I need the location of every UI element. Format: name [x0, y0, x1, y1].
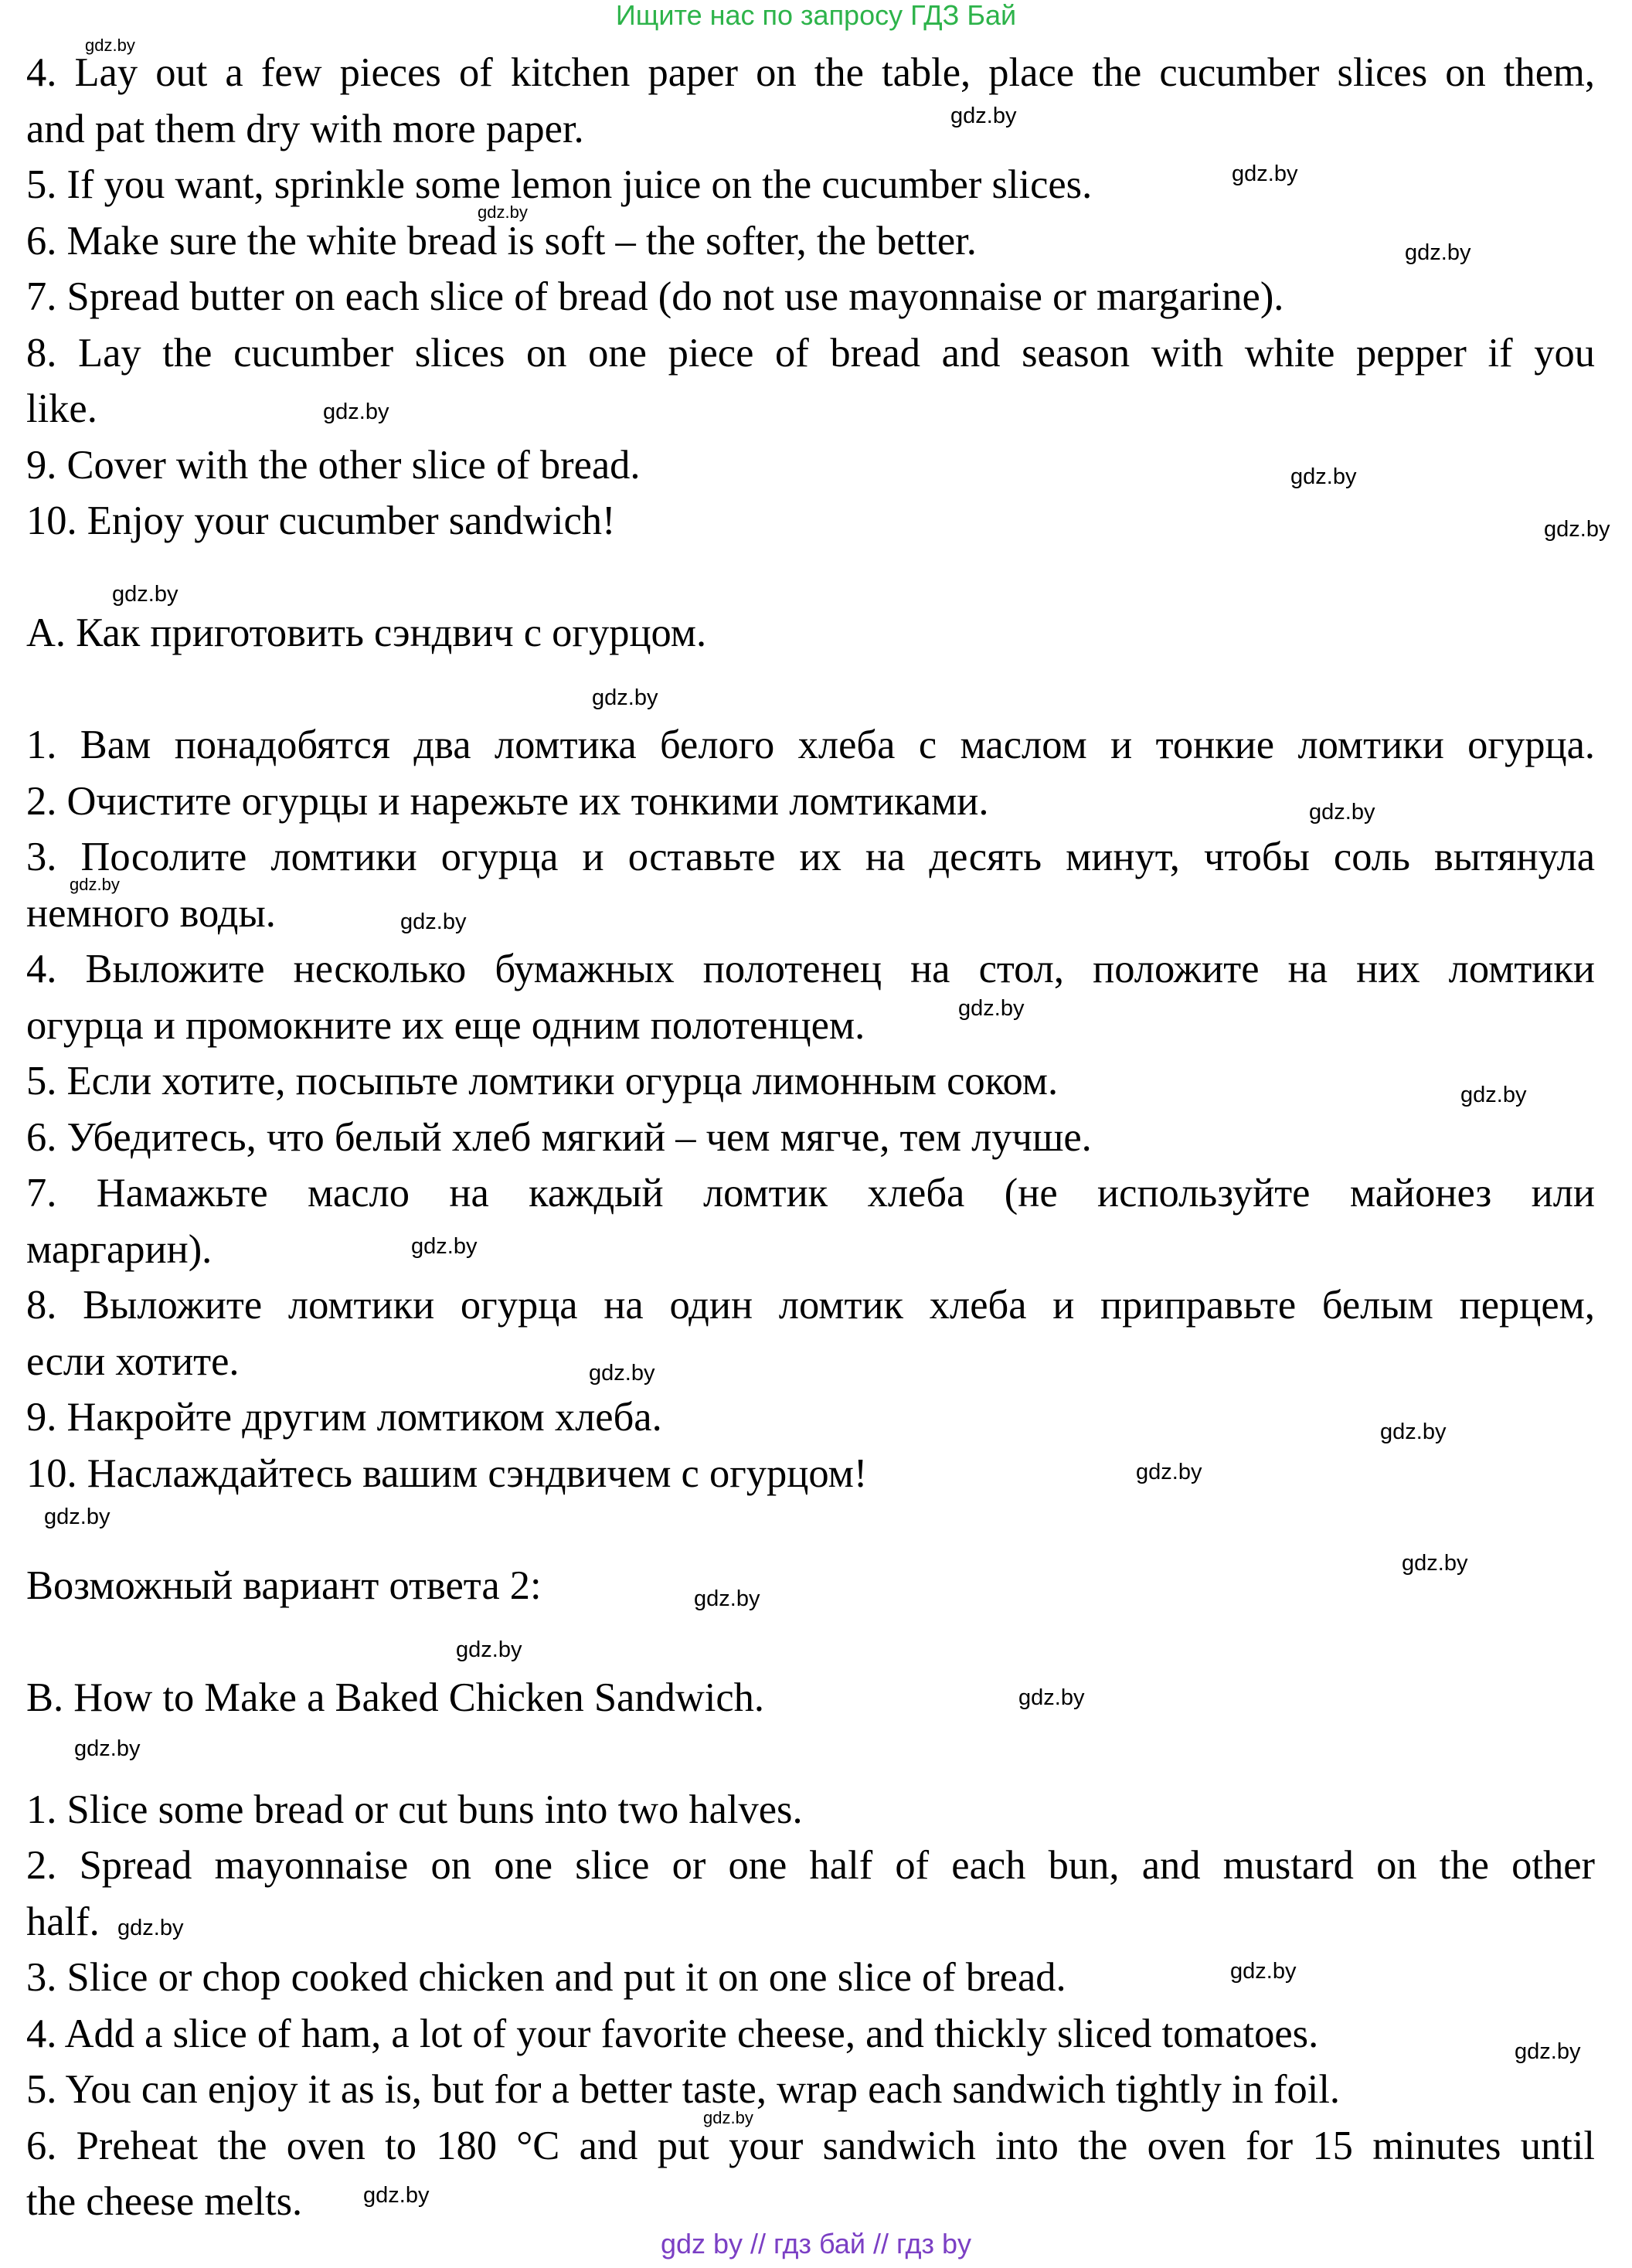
watermark-label: gdz.by [363, 2183, 430, 2208]
watermark-label: gdz.by [1136, 1460, 1202, 1484]
section-title-b: B. How to Make a Baked Chicken Sandwich. [26, 1675, 765, 1720]
text-line: огурца и промокните их еще одним полотенцем. [26, 1002, 865, 1048]
answer-variant-heading: Возможный вариант ответа 2: [26, 1562, 542, 1608]
watermark-label: gdz.by [70, 875, 120, 894]
text-line: немного воды. [26, 890, 276, 936]
text-line: 3. Посолите ломтики огурца и оставьте их на десять минут, чтобы соль вытянула [26, 835, 1595, 879]
watermark-label: gdz.by [1515, 2039, 1581, 2064]
watermark-label: gdz.by [1380, 1420, 1447, 1444]
watermark-label: gdz.by [589, 1361, 655, 1386]
text-line: 10. Наслаждайтесь вашим сэндвичем с огурцом! [26, 1450, 868, 1496]
text-line: like. [26, 386, 97, 431]
watermark-label: gdz.by [85, 36, 135, 55]
text-line: 4. Выложите несколько бумажных полотенец на стол, положите на них ломтики [26, 947, 1595, 991]
footer-banner: gdz by // гдз бай // гдз by [660, 2228, 972, 2259]
search-banner: Ищите нас по запросу ГДЗ Бай [615, 0, 1017, 31]
text-line: 1. Slice some bread or cut buns into two halves. [26, 1787, 803, 1832]
watermark-label: gdz.by [1544, 517, 1610, 542]
watermark-label: gdz.by [117, 1916, 184, 1940]
watermark-label: gdz.by [1232, 162, 1298, 186]
text-line: 7. Spread butter on each slice of bread (do not use mayonnaise or margarine). [26, 274, 1284, 319]
watermark-label: gdz.by [1405, 240, 1471, 265]
text-line: 3. Slice or chop cooked chicken and put it on one slice of bread. [26, 1955, 1066, 2000]
watermark-label: gdz.by [323, 400, 389, 424]
watermark-label: gdz.by [456, 1637, 522, 1662]
text-line: если хотите. [26, 1338, 240, 1384]
watermark-label: gdz.by [400, 910, 467, 934]
watermark-label: gdz.by [958, 996, 1025, 1021]
text-line: 6. Убедитесь, что белый хлеб мягкий – чем мягче, тем лучше. [26, 1114, 1092, 1160]
watermark-label: gdz.by [1230, 1959, 1297, 1984]
watermark-label: gdz.by [411, 1234, 478, 1259]
text-line: 6. Make sure the white bread is soft – the softer, the better. [26, 218, 977, 264]
text-line: 10. Enjoy your cucumber sandwich! [26, 498, 616, 543]
text-line: 9. Cover with the other slice of bread. [26, 442, 641, 488]
watermark-label: gdz.by [1402, 1551, 1468, 1576]
watermark-label: gdz.by [950, 104, 1017, 128]
text-line: 8. Выложите ломтики огурца на один ломтик хлеба и приправьте белым перцем, [26, 1283, 1595, 1328]
watermark-label: gdz.by [703, 2108, 753, 2127]
watermark-label: gdz.by [44, 1505, 110, 1529]
blank-line [26, 1613, 1595, 1670]
watermark-label: gdz.by [1290, 464, 1357, 489]
text-line: 7. Намажьте масло на каждый ломтик хлеба (не используйте майонез или [26, 1171, 1595, 1216]
document-text [26, 45, 1595, 2230]
text-line: 2. Очистите огурцы и нарежьте их тонкими ломтиками. [26, 778, 989, 824]
text-line: 5. Если хотите, посыпьте ломтики огурца лимонным соком. [26, 1059, 1059, 1103]
watermark-label: gdz.by [1309, 800, 1375, 825]
text-line: 2. Spread mayonnaise on one slice or one half of each bun, and mustard on the other [26, 1843, 1595, 1888]
text-line: the cheese melts. [26, 2179, 303, 2224]
text-line: 4. Lay out a few pieces of kitchen paper on the table, place the cucumber slices on them, [26, 50, 1595, 95]
watermark-label: gdz.by [694, 1586, 760, 1611]
text-line: 8. Lay the cucumber slices on one piece of bread and season with white pepper if you [26, 330, 1595, 376]
blank-line [26, 1726, 1595, 1782]
watermark-label: gdz.by [1018, 1685, 1085, 1710]
text-line: 5. If you want, sprinkle some lemon juice on the cucumber slices. [26, 162, 1093, 207]
text-line: 4. Add a slice of ham, a lot of your favorite cheese, and thickly sliced tomatoes. [26, 2011, 1319, 2056]
blank-line [26, 1501, 1595, 1558]
blank-line [26, 661, 1595, 718]
text-line: 6. Preheat the oven to 180 °C and put your sandwich into the oven for 15 minutes until [26, 2123, 1595, 2168]
watermark-label: gdz.by [592, 685, 658, 710]
text-line: 5. You can enjoy it as is, but for a better taste, wrap each sandwich tightly in foil. [26, 2067, 1341, 2112]
text-line: 1. Вам понадобятся два ломтика белого хлеба с маслом и тонкие ломтики огурца. [26, 723, 1595, 767]
text-line: and pat them dry with more paper. [26, 106, 584, 151]
text-line: half. [26, 1899, 100, 1944]
text-line: 9. Накройте другим ломтиком хлеба. [26, 1395, 662, 1440]
watermark-label: gdz.by [112, 582, 178, 607]
watermark-label: gdz.by [74, 1736, 141, 1761]
text-line: маргарин). [26, 1226, 212, 1272]
section-title-a: А. Как приготовить сэндвич с огурцом. [26, 610, 707, 655]
watermark-label: gdz.by [1460, 1083, 1527, 1107]
blank-line [26, 549, 1595, 606]
watermark-label: gdz.by [478, 202, 528, 222]
